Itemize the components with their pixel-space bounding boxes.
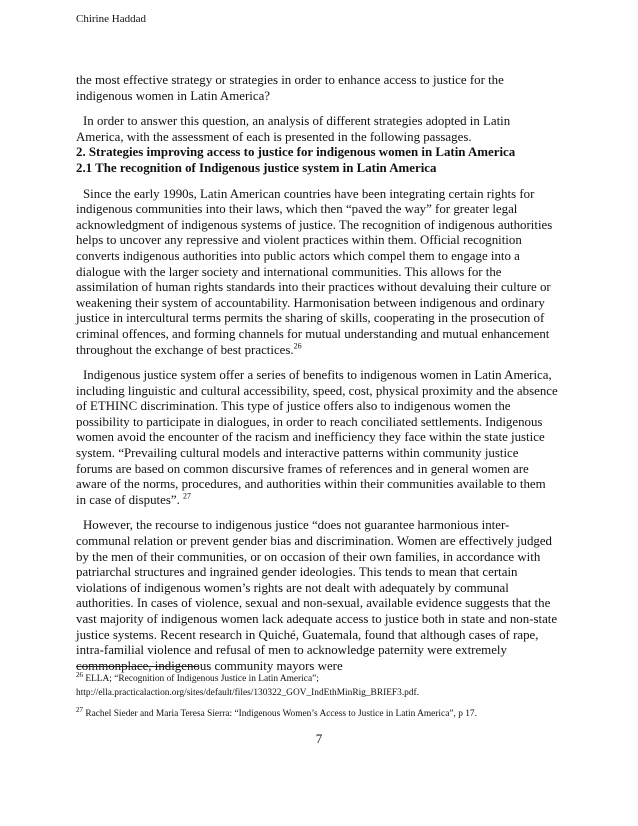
paragraph-method: In order to answer this question, an analysis of different strategies adopted in Latin America, with the assessment of each is presented in the following passages. (76, 114, 511, 144)
subsection-heading-2-1: 2.1 The recognition of Indigenous justice system in Latin America (76, 160, 437, 175)
paragraph-recognition (76, 187, 558, 359)
footnote-26-text: ELLA; “Recognition of Indigenous Justice in Latin America”; (85, 674, 319, 684)
footnote-ref-26[interactable]: 26 (293, 341, 302, 351)
paragraph-limitations: However, the recourse to indigenous justice “does not guarantee harmonious inter-communal relation or prevent gender bias and discrimination. Women are effectively judged by the men of their communities, or on occasion of their own families, in accordance with patriarchal structures and ingrained gender ideologies. This tends to mean that certain violations of indigenous women’s rights are not dealt with adequately by communal authorities. In cases of violence, sexual and non-sexual, available evidence suggests that the vast majority of indigenous women lack adequate access to justice both in state and non-state justice systems. Recent research in Quiché, Guatemala, found that although cases of rape, intra-familial violence and refusal of men to acknowledge paternity were extremely commonplace, indigenous community mayors were (76, 518, 558, 673)
footnote-27-number: 27 (76, 705, 83, 714)
paragraph-recognition-text: Since the early 1990s, Latin American countries have been integrating certain rights for indigenous communities into their laws, which then “paved the way” for greater legal acknowledgment of indigenous systems of justice. The recognition of indigenous authorities helps to uncover any repressive and violent practices within them. Official recognition converts indigenous authorities into public actors which compel them to engage into a dialogue with the larger society and international communities. This allows for the assimilation of human rights standards into their practices without devaluing their culture or weakening their system of accountability. Harmonisation between indigenous and ordinary justice in intercultural terms permits the sharing of skills, cooperating in the prosecution of criminal offences, and forming channels for mutual understanding and mutual enhancement throughout the exchange of best practices. (76, 186, 553, 357)
paragraph-benefits (76, 368, 558, 508)
page-number: 7 (315, 731, 323, 746)
footnote-ref-27[interactable]: 27 (183, 491, 192, 501)
footnote-26 (76, 670, 562, 687)
footnotes (76, 670, 562, 722)
running-header-author: Chirine Haddad (76, 13, 146, 25)
footnote-26-number: 26 (76, 670, 83, 679)
footnote-separator (76, 666, 198, 667)
footnote-26-link[interactable]: http://ella.practicalaction.org/sites/default/files/130322_GOV_IndEthMinRig_BRIEF3.pdf. (76, 687, 420, 698)
section-heading-2: 2. Strategies improving access to justice for indigenous women in Latin America (76, 145, 516, 160)
footnote-27 (76, 705, 562, 722)
paragraph-benefits-text: Indigenous justice system offer a series of benefits to indigenous women in Latin America, including linguistic and cultural accessibility, speed, cost, physical proximity and the absence of ETHINC discrimination. This type of justice offers also to indigenous women the possibility to participate in dialogues, in order to reach conciliated settlements. Indigenous women avoid the encounter of the racism and inefficiency they face within the state justice system. “Prevailing cultural models and interactive patterns within community justice forums are based on common discursive frames of references and in general women are aware of the norms, procedures, and authorities within their communities available to them in case of disputes”. (76, 368, 558, 507)
body-text (76, 73, 558, 674)
paragraph-question-continuation: the most effective strategy or strategies in order to enhance access to justice for the indigenous women in Latin America? (76, 73, 504, 103)
footnote-27-text: Rachel Sieder and Maria Teresa Sierra: “Indigenous Women’s Access to Justice in Latin America”, p 17. (85, 709, 477, 719)
